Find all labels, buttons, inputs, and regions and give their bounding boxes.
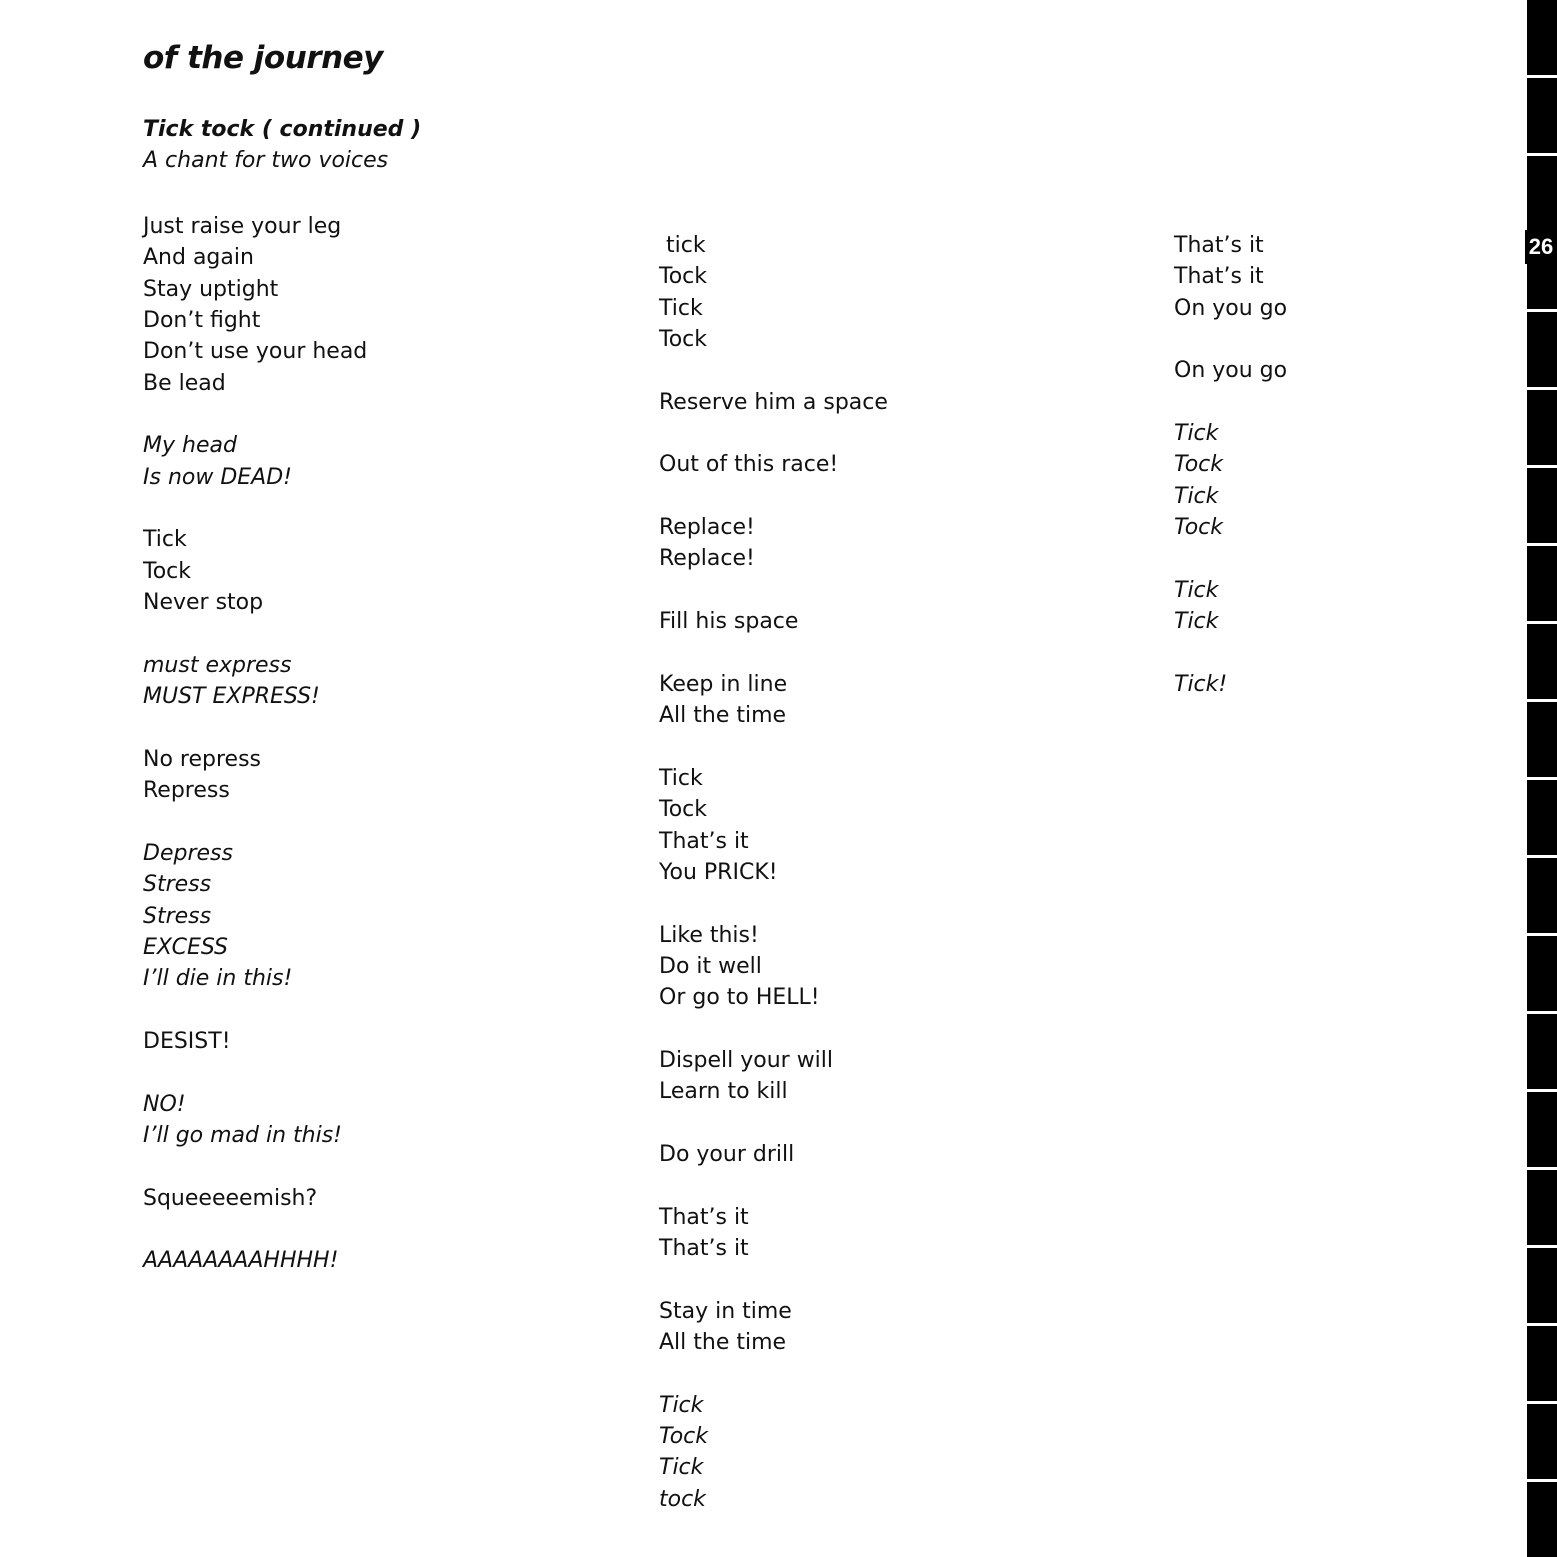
- poem-line: Tick: [659, 765, 703, 791]
- poem-line: Tick: [659, 1455, 704, 1481]
- chapter-tab: [1527, 546, 1557, 624]
- chapter-tab: [1527, 858, 1557, 936]
- poem-line: Tock: [1174, 452, 1224, 478]
- poem-line: Tock: [659, 1424, 709, 1450]
- stanza-break: [659, 1014, 1119, 1045]
- chapter-tab: [1527, 1014, 1557, 1092]
- poem-line: That’s it: [659, 1236, 749, 1261]
- stanza-break: [143, 1057, 603, 1088]
- poem-line: Just raise your leg: [143, 214, 342, 239]
- page-title: of the journey: [143, 40, 383, 76]
- stanza-break: [143, 995, 603, 1026]
- stanza-break: [143, 807, 603, 838]
- stanza-break: [659, 1170, 1119, 1201]
- chapter-tab: [1527, 1170, 1557, 1248]
- poem-line: DESIST!: [143, 1028, 231, 1054]
- poem-line: Replace!: [659, 515, 755, 541]
- stanza-break: [1174, 387, 1557, 418]
- stanza-break: [143, 399, 603, 430]
- poem-line: Dispell your will: [659, 1047, 834, 1073]
- chapter-tab: [1527, 312, 1557, 390]
- stanza-break: [659, 1264, 1119, 1295]
- poem-line: Tick: [1174, 577, 1219, 603]
- poem-line: Don’t fight: [143, 308, 261, 334]
- poem-line: tick: [659, 233, 706, 258]
- poem-line: Learn to kill: [659, 1079, 788, 1105]
- chapter-tab: [1527, 624, 1557, 702]
- stanza-break: [659, 355, 1119, 386]
- poem-line: NO!: [143, 1091, 186, 1117]
- stanza-break: [659, 575, 1119, 606]
- poem-line: That’s it: [1174, 264, 1264, 290]
- poem-line: Tick: [659, 295, 703, 321]
- poem-line: Tick: [1174, 421, 1219, 447]
- poem-line: That’s it: [659, 1204, 749, 1230]
- poem-line: Tick: [1174, 609, 1219, 635]
- poem-column-1: [143, 211, 603, 1277]
- poem-line: All the time: [659, 1330, 787, 1356]
- poem-line: must express: [143, 652, 292, 678]
- chapter-tab: [1527, 78, 1557, 156]
- poem-line: Tock: [143, 558, 191, 584]
- poem-line: Stay in time: [659, 1298, 792, 1324]
- poem-line: EXCESS: [143, 934, 228, 960]
- poem-line: Do your drill: [659, 1141, 795, 1167]
- poem-line: Fill his space: [659, 609, 799, 635]
- poem-line: tock: [659, 1486, 706, 1512]
- poem-line: Is now DEAD!: [143, 464, 292, 490]
- poem-line: Tick: [659, 1392, 704, 1418]
- stanza-break: [143, 493, 603, 524]
- stanza-break: [659, 1358, 1119, 1389]
- stanza-break: [659, 481, 1119, 512]
- poem-line: Do it well: [659, 953, 762, 979]
- chapter-tab: [1527, 156, 1557, 234]
- poem-line: Out of this race!: [659, 452, 839, 478]
- poem-column-3: [1174, 230, 1557, 700]
- poem-line: Stress: [143, 872, 212, 898]
- poem-line: Keep in line: [659, 671, 788, 697]
- poem-line: Tock: [659, 264, 707, 290]
- poem-line: Never stop: [143, 590, 264, 616]
- poem-line: I’ll die in this!: [143, 966, 293, 992]
- chapter-tab: [1527, 1404, 1557, 1482]
- poem-line: That’s it: [659, 828, 749, 854]
- stanza-break: [1174, 543, 1557, 574]
- stanza-break: [143, 1151, 603, 1182]
- poem-line: I’ll go mad in this!: [143, 1122, 342, 1148]
- poem-line: MUST EXPRESS!: [143, 684, 320, 710]
- poem-line: Replace!: [659, 546, 755, 572]
- poem-line: My head: [143, 433, 237, 459]
- poem-line: AAAAAAAAHHHH!: [143, 1248, 339, 1274]
- poem-line: Tock: [659, 797, 707, 823]
- poem-line: Depress: [143, 840, 233, 866]
- poem-line: Don’t use your head: [143, 339, 368, 365]
- poem-line: Tick: [1174, 483, 1219, 509]
- stanza-break: [659, 418, 1119, 449]
- poem-title: Tick tock ( continued ): [143, 117, 422, 142]
- poem-line: Stress: [143, 903, 212, 929]
- poem-line: On you go: [1174, 358, 1288, 384]
- poem-line: Tick: [143, 527, 187, 553]
- poem-line: Tock: [1174, 515, 1224, 541]
- poem-line: Like this!: [659, 922, 759, 948]
- chapter-tab: [1527, 390, 1557, 468]
- stanza-break: [143, 1214, 603, 1245]
- poem-line: And again: [143, 245, 254, 271]
- poem-line: Stay uptight: [143, 276, 279, 302]
- poem-line: Tock: [659, 327, 707, 353]
- stanza-break: [659, 637, 1119, 668]
- chapter-tab: [1527, 468, 1557, 546]
- poem-line: Be lead: [143, 370, 226, 396]
- poem-line: That’s it: [1174, 233, 1264, 258]
- stanza-break: [659, 1108, 1119, 1139]
- stanza-break: [1174, 637, 1557, 668]
- poem-line: Squeeeeemish?: [143, 1185, 318, 1211]
- chapter-tab: [1527, 1326, 1557, 1404]
- chapter-tab: [1527, 936, 1557, 1014]
- chapter-tab: [1527, 1482, 1557, 1557]
- poem-line: On you go: [1174, 295, 1288, 321]
- poem-subtitle: A chant for two voices: [143, 148, 389, 173]
- stanza-break: [143, 618, 603, 649]
- chapter-tab: [1527, 0, 1557, 78]
- chapter-tab: [1527, 702, 1557, 780]
- chapter-tab: [1527, 780, 1557, 858]
- poem-line: Reserve him a space: [659, 389, 888, 415]
- page-number: 26: [1525, 230, 1557, 264]
- poem-line: No repress: [143, 746, 261, 772]
- stanza-break: [659, 732, 1119, 763]
- chapter-tab: [1527, 1092, 1557, 1170]
- poem-column-2: [659, 230, 1119, 1515]
- chapter-tab: [1527, 1248, 1557, 1326]
- poem-line: You PRICK!: [659, 859, 778, 885]
- poem-line: Repress: [143, 778, 230, 804]
- stanza-break: [143, 713, 603, 744]
- stanza-break: [659, 888, 1119, 919]
- poem-line: Or go to HELL!: [659, 985, 820, 1011]
- poem-line: All the time: [659, 703, 787, 729]
- stanza-break: [1174, 324, 1557, 355]
- poem-line: Tick!: [1174, 671, 1228, 697]
